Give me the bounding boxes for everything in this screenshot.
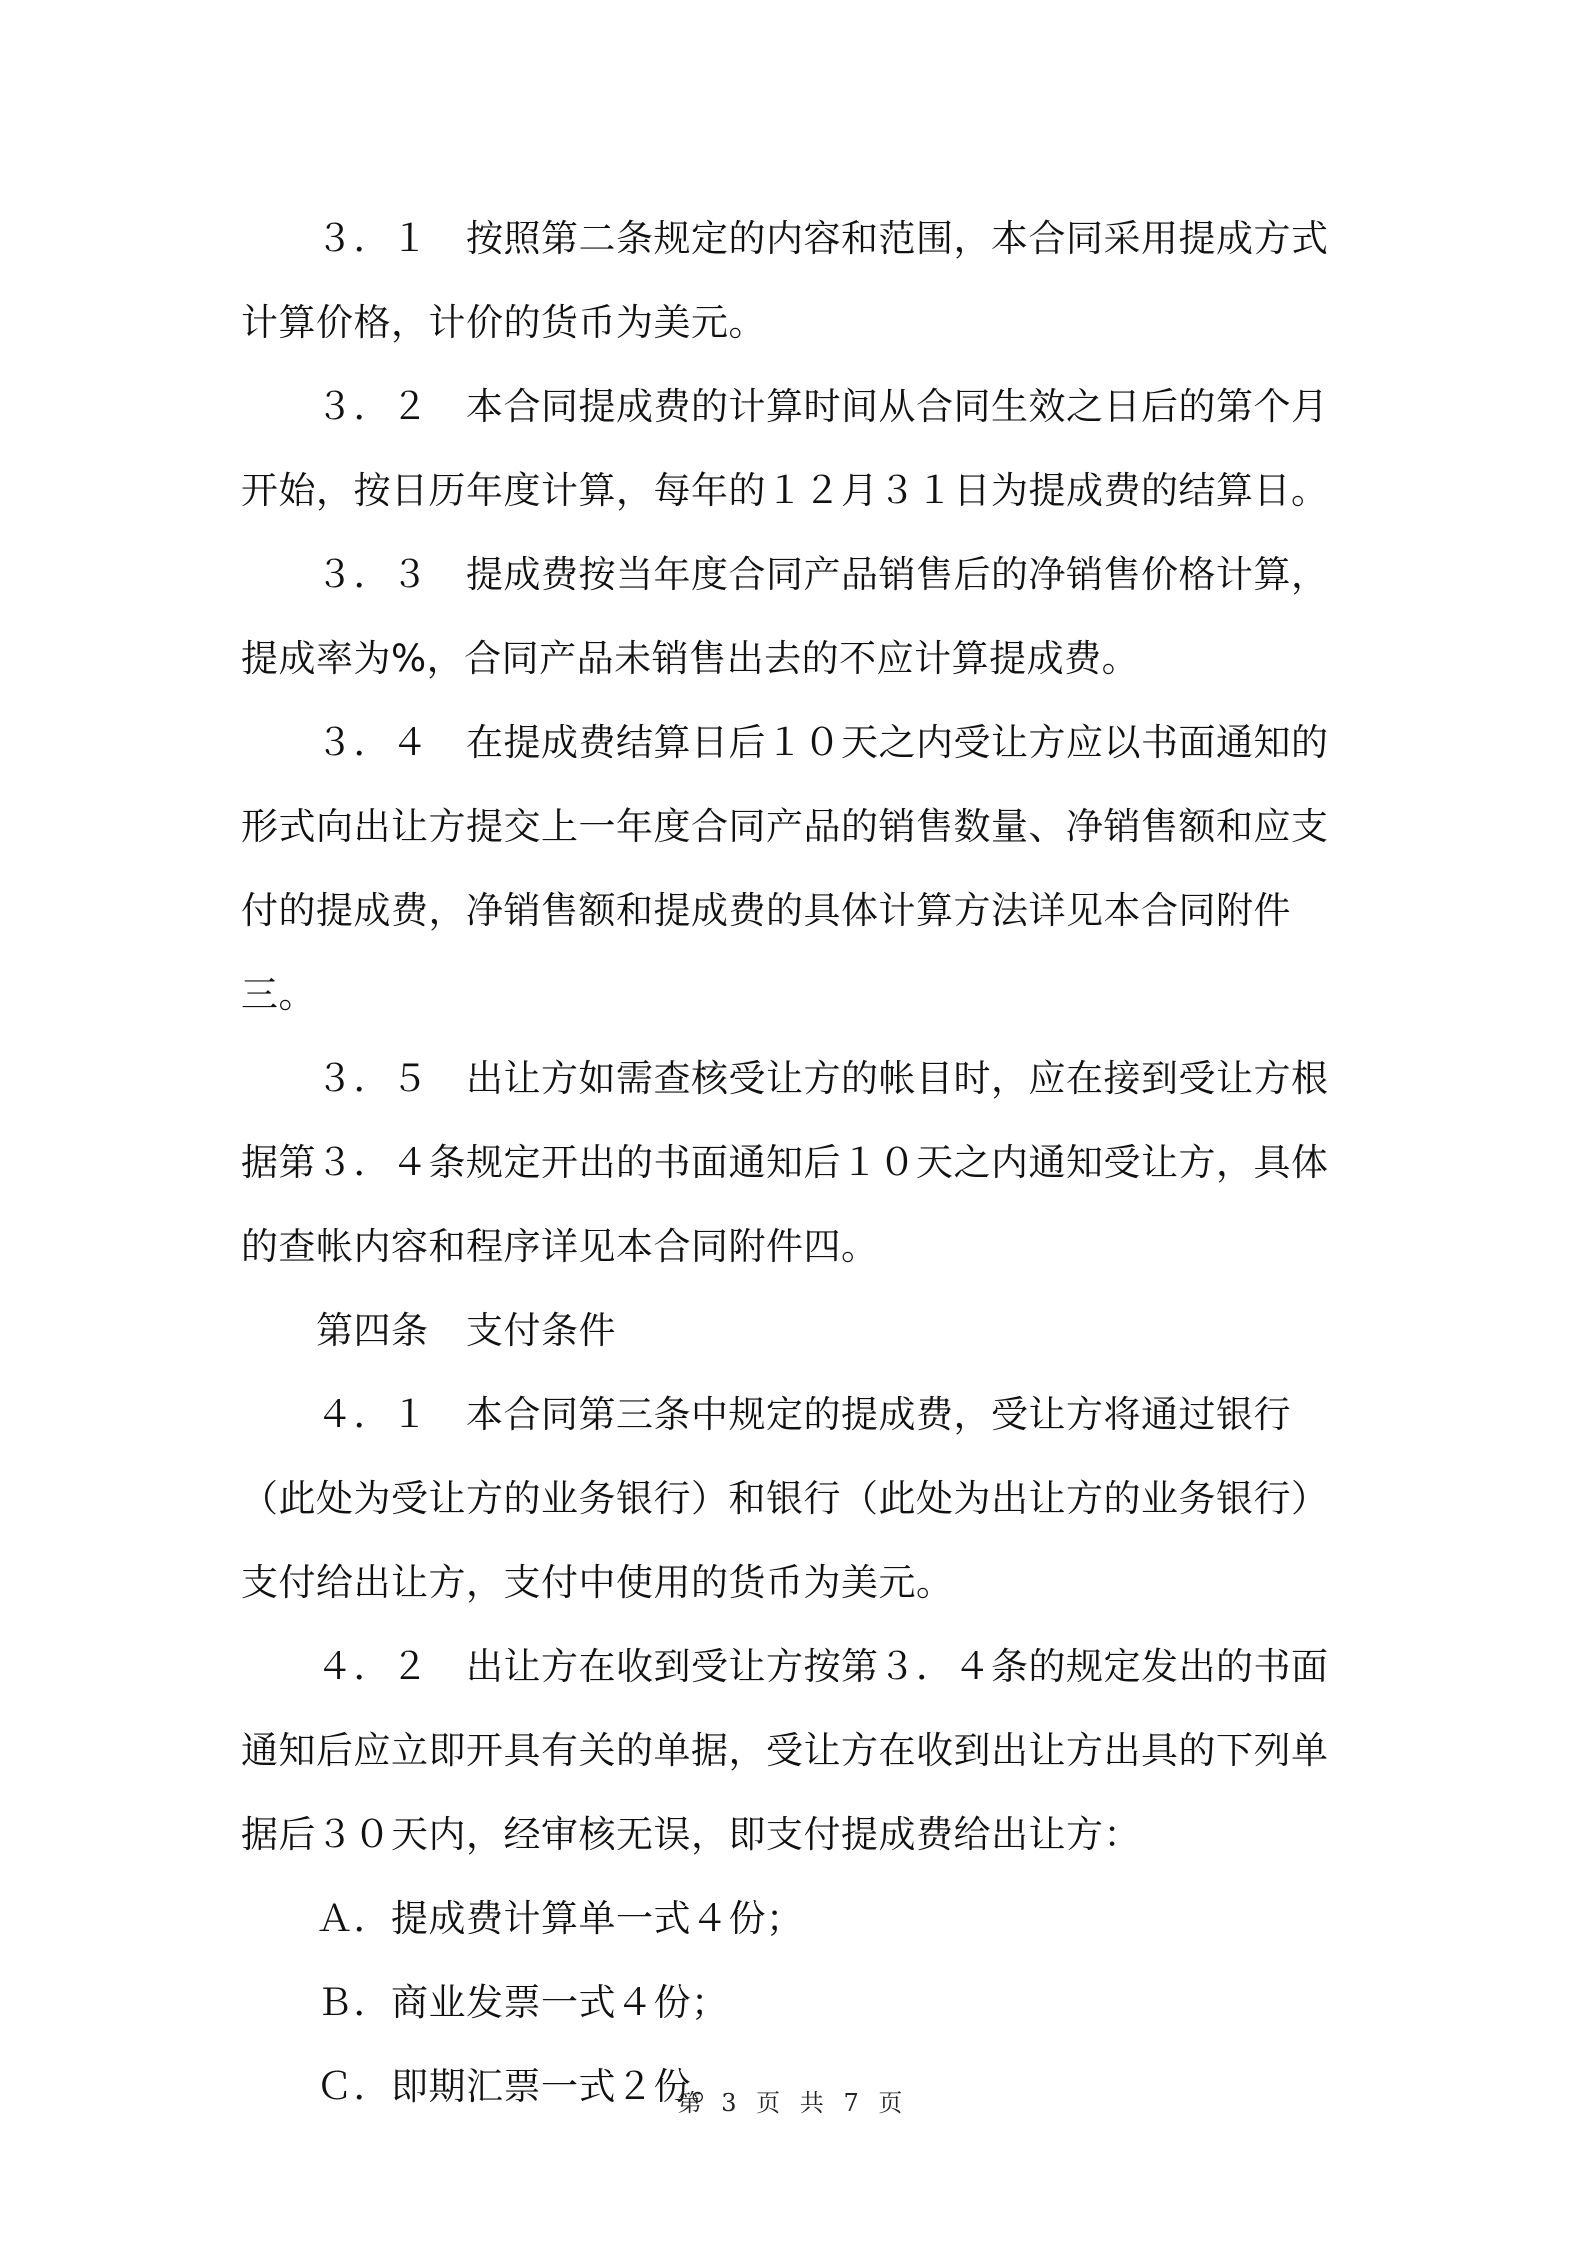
- list-item-c: Ｃ．即期汇票一式２份。: [316, 2065, 729, 2108]
- list-item-b: Ｂ．商业发票一式４份；: [316, 1981, 729, 2024]
- clause-4-1: ４．１ 本合同第三条中规定的提成费，受让方将通过银行（此处为受让方的业务银行）和银行（此处为出让方的业务银行）支付给出让方，支付中使用的货币为美元。: [241, 1393, 1329, 1604]
- clause-3-5: ３．５ 出让方如需查核受让方的帐目时，应在接到受让方根据第３．４条规定开出的书面通知后１０天之内通知受让方，具体的查帐内容和程序详见本合同附件四。: [241, 1057, 1329, 1268]
- document-body: [241, 197, 1355, 2129]
- clause-3-1: ３．１ 按照第二条规定的内容和范围，本合同采用提成方式计算价格，计价的货币为美元。: [241, 217, 1329, 344]
- clause-4-2: ４．２ 出让方在收到受让方按第３．４条的规定发出的书面通知后应立即开具有关的单据，受让方在收到出让方出具的下列单据后３０天内，经审核无误，即支付提成费给出让方：: [241, 1645, 1329, 1856]
- clause-3-2: ３．２ 本合同提成费的计算时间从合同生效之日后的第个月开始，按日历年度计算，每年的１２月３１日为提成费的结算日。: [241, 385, 1329, 512]
- article-4-heading: 第四条 支付条件: [316, 1309, 616, 1352]
- clause-3-3: ３．３ 提成费按当年度合同产品销售后的净销售价格计算，提成率为%，合同产品未销售出去的不应计算提成费。: [241, 553, 1329, 680]
- list-item-a: Ａ．提成费计算单一式４份；: [316, 1897, 804, 1940]
- clause-3-4: ３．４ 在提成费结算日后１０天之内受让方应以书面通知的形式向出让方提交上一年度合同产品的销售数量、净销售额和应支付的提成费，净销售额和提成费的具体计算方法详见本合同附件三。: [241, 721, 1329, 1016]
- page-number-footer: 第 3 页 共 7 页: [677, 2089, 909, 2117]
